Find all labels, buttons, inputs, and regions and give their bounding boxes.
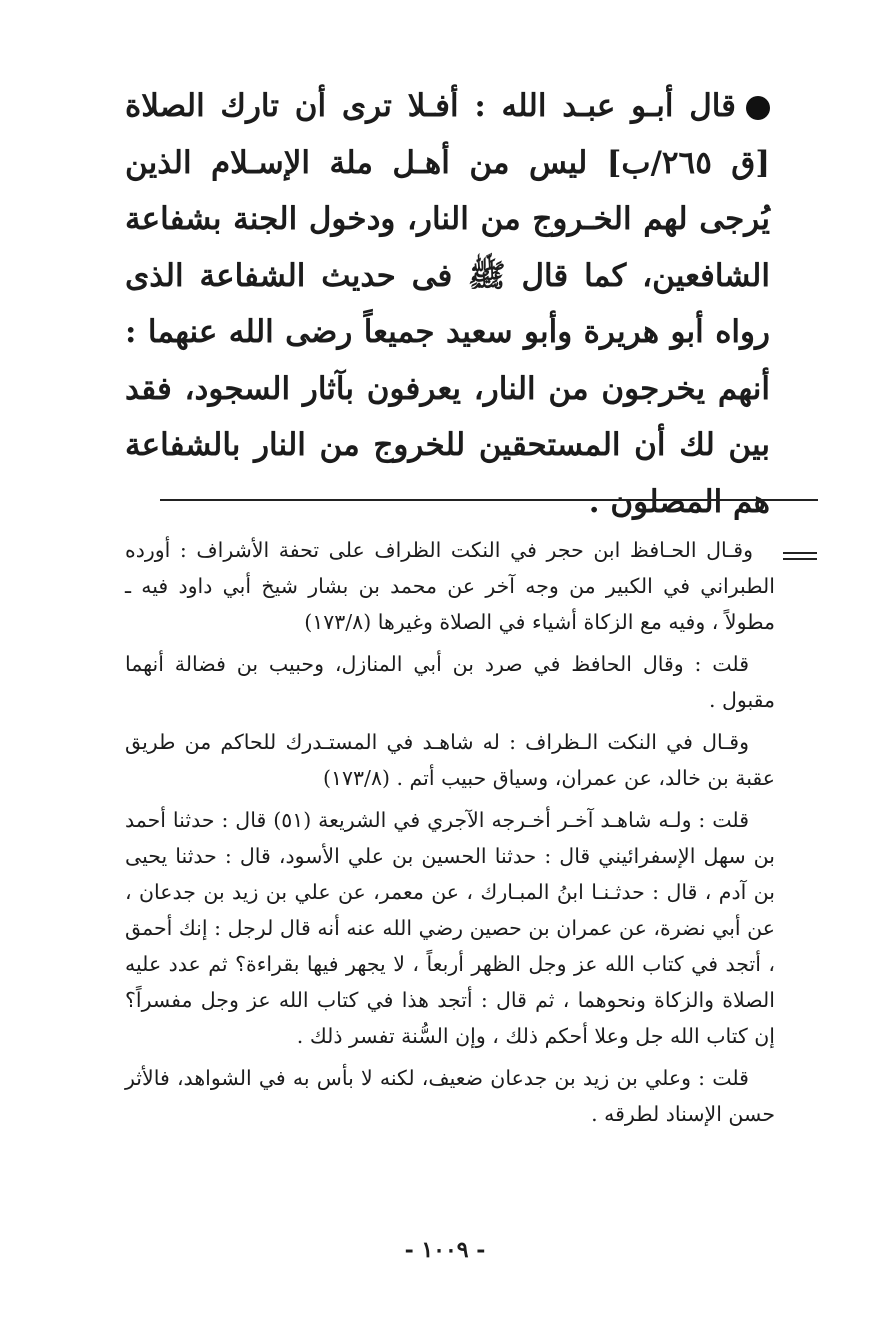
footnote-paragraph: قلت : ولـه شاهـد آخـر أخـرجه الآجري في الشريعة (٥١) قال : حدثنا أحمد بن سهل الإسفرائيني قال : حدثنا الحسين بن علي الأسود، قال : حدثنا يحيى بن آدم ، قال : حدثـنـا ابنُ المبـارك ، عن معمر، عن علي بن زيد بن جدعان ، عن أبي نضرة، عن عمران بن حصين رضي الله عنه أنه قال لرجل : إنك أحمق ، أتجد في كتاب الله عز وجل الظهر أربعاً ، لا يجهر فيها بقراءة؟ ثم عدد عليه الصلاة والزكاة ونحوهما ، ثم قال : أتجد هذا في كتاب الله عز وجل مفسراً؟ إن كتاب الله جل وعلا أحكم ذلك ، وإن السُّنة تفسر ذلك . [125, 808, 776, 1048]
footnote-paragraph: قلت : وقال الحافظ في صرد بن أبي المنازل، وحبيب بن فضالة أنهما مقبول . [125, 652, 775, 712]
footnote-paragraph: قلت : وعلي بن زيد بن جدعان ضعيف، لكنه لا بأس به في الشواهد، فالأثر حسن الإسناد لطرقه . [125, 1066, 775, 1126]
footnote-paragraph: وقـال في النكت الـظراف : له شاهـد في المستـدرك للحاكم من طريق عقبة بن خالد، عن عمران، وسياق حبيب أتم . (١٧٣/٨) [125, 730, 775, 790]
main-paragraph-text: قال أبـو عبـد الله : أفـلا ترى أن تارك الصلاة [ق ٢٦٥/ب] ليس من أهـل ملة الإسـلام الذين يُرجى لهم الخـروج من النار، ودخول الجنة بشفاعة الشافعين، كما قال ﷺ فى حديث الشفاعة الذى رواه أبو هريرة وأبو سعيد جميعاً رضى الله عنهما : أنهم يخرجون من النار، يعرفون بآثار السجود، فقد بين لك أن المستحقين للخروج من النار بالشفاعة هم المصلون . [125, 88, 770, 520]
main-paragraph [125, 78, 770, 530]
continuation-mark-icon [783, 552, 817, 562]
footnote-paragraph: وقـال الحـافظ ابن حجر في النكت الظراف على تحفة الأشراف : أورده الطبراني في الكبير من وجه آخر عن محمد بن بشار شيخ أبي داود فيه ـ مطولاً ، وفيه مع الزكاة أشياء في الصلاة وغيرها (١٧٣/٨) [125, 538, 775, 634]
bullet-icon [746, 96, 770, 120]
page-number: - ١٠٠٩ - [404, 1237, 486, 1263]
footnotes-section [125, 532, 775, 1138]
footnote-separator [160, 499, 818, 501]
